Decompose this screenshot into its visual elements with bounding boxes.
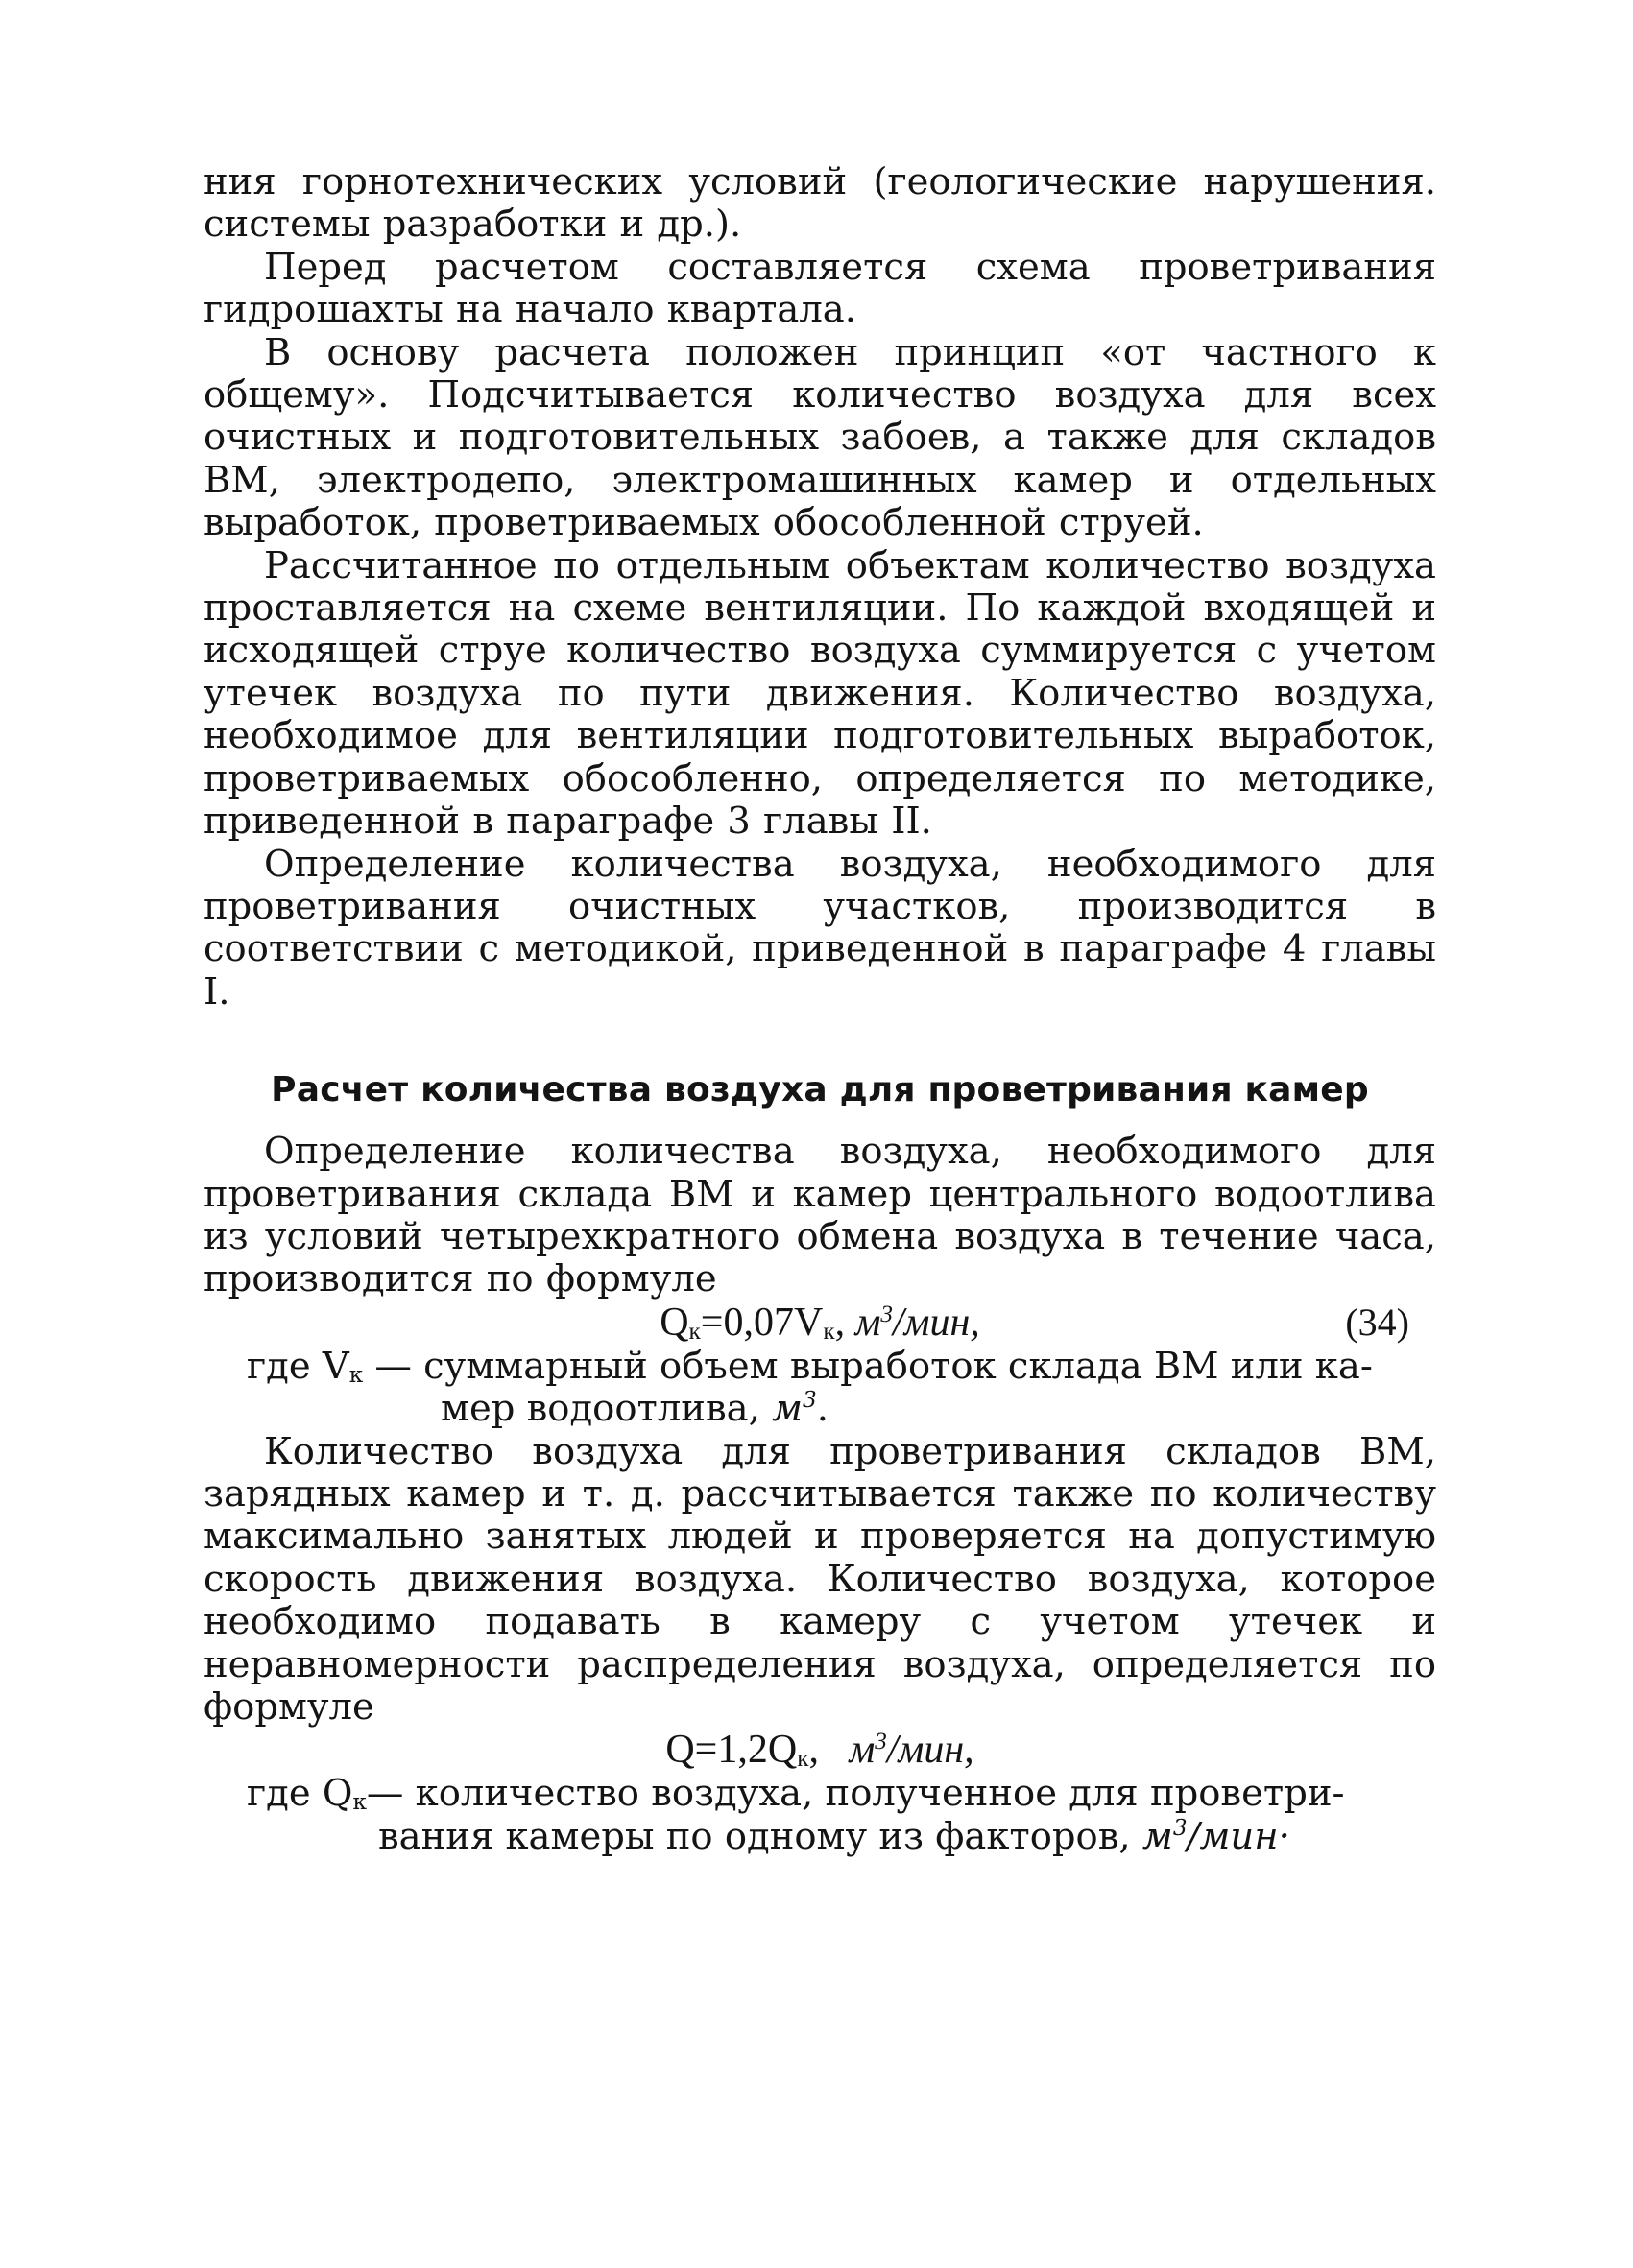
formula-2-lhs: Q=1,2Q [665,1728,798,1773]
formula-2-unit-base: м [849,1728,876,1773]
where-1-prefix: где V [247,1344,349,1388]
formula-2 [204,1729,1436,1773]
where-clause-1 [204,1346,1436,1431]
formula-34-expression: $Q_к=0,07V_к$, $м^3$/мин, [660,1300,980,1345]
where-2-text-line1: — количество воздуха, полученное для проветри- [366,1772,1345,1816]
formula-34-unit [855,1301,980,1345]
where-2-unit-tail: /мин· [1187,1814,1290,1858]
where-1-unit-tail: . [816,1387,829,1431]
where-1-unit [772,1387,817,1430]
formula-34-lhs: Q [660,1300,689,1345]
where-2-sub: к [352,1790,367,1816]
where-2-prefix: где Q [247,1772,353,1816]
formula-2-unit-tail: /мин, [886,1728,974,1773]
equation-number: (34) [1345,1300,1409,1344]
formula-2-comma: , [808,1728,819,1773]
paragraph-4: Рассчитанное по отдельным объектам количество воздуха проставляется на схеме вентиляции. По каждой входящей и исходящей струе количество воздуха суммируется с учетом утечек воздуха по пути движения. Количество воздуха, необходимое для вентиляции подготовительных выработок, проветриваемых обособленно, определяется по методике, приведенной в параграфе 3 главы II. [204,543,1436,844]
formula-34-unit-tail: /мин, [892,1300,980,1345]
formula-2-unit [849,1728,973,1772]
formula-34-rhs: =0,07V [700,1300,824,1345]
formula-2-sub: к [797,1746,809,1773]
where-1-text-line2: мер водоотлива, [441,1387,760,1431]
where-2-continuation [247,1816,1436,1858]
paragraph-6: Определение количества воздуха, необходимого для проветривания склада ВМ и камер центрального водоотлива из условий четырехкратного обмена воздуха в течение часа, производится по формуле [204,1130,1436,1301]
where-1-text-line1: — суммарный объем выработок склада ВМ или ка- [363,1344,1373,1388]
document-page [204,161,1436,1858]
where-2-unit-base: м [1141,1814,1173,1858]
where-2-unit-sup: 3 [1172,1815,1188,1841]
formula-34-unit-sup: 3 [880,1301,893,1327]
where-1-unit-sup: 3 [803,1388,817,1414]
where-2-text-line2: вания камеры по одному из факторов, [378,1814,1131,1858]
paragraph-1: ния горнотехнических условий (геологические нарушения. системы разработки и др.). [204,160,1436,247]
formula-34-lhs-sub: к [688,1318,701,1345]
paragraph-5: Определение количества воздуха, необходимого для проветривания очистных участков, производится в соответствии с методикой, приведенной в параграфе 4 главы I. [204,842,1436,1014]
where-1-continuation [247,1388,1436,1430]
paragraph-7: Количество воздуха для проветривания складов ВМ, зарядных камер и т. д. рассчитывается также по количеству максимально занятых людей и проверяется на допустимую скорость движения воздуха. Количество воздуха, которое необходимо подавать в камеру с учетом утечек и неравномерности распределения воздуха, определяется по формуле [204,1429,1436,1729]
section-heading: Расчет количества воздуха для проветривания камер [271,1070,1369,1110]
formula-34-unit-base: м [854,1300,881,1345]
formula-2-unit-sup: 3 [875,1729,887,1755]
formula-2-expression [204,1729,1436,1771]
paragraph-2: Перед расчетом составляется схема проветривания гидрошахты на начало квартала. [204,245,1436,332]
where-2-unit [1142,1815,1290,1858]
formula-34-rhs-sub: к [823,1318,835,1345]
paragraph-3: В основу расчета положен принцип «от частного к общему». Подсчитывается количество воздуха для всех очистных и подготовительных забоев, а также для складов ВМ, электродепо, электромашинных камер и отдельных выработок, проветриваемых обособленной струей. [204,330,1436,545]
where-1-sub: к [348,1362,364,1388]
formula-34 [204,1301,1436,1346]
where-clause-2 [204,1773,1436,1858]
where-1-unit-base: м [772,1387,803,1431]
